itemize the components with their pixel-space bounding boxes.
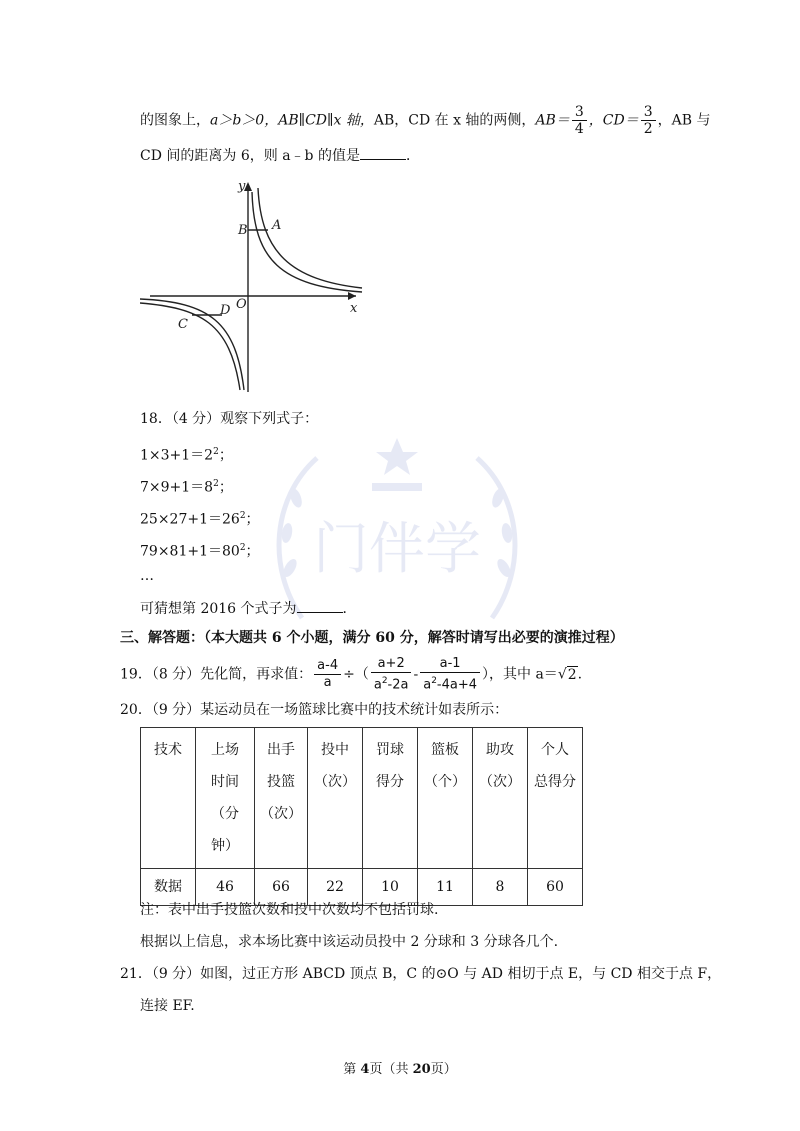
q18-eq4 [140,538,260,562]
header-cell-line: 个人 [541,742,569,758]
header-cell-line: 篮板 [431,742,459,758]
fraction-q19-3 [420,656,480,693]
fraction-q19-2 [371,656,412,693]
fraction-q19-1 [314,658,341,691]
q18-eq2-exp: 2 [213,479,219,489]
q19-close: ），其中 a＝ [482,666,558,683]
q18-title: 18．（4 分）观察下列式子： [140,411,319,427]
fraction-ab [572,104,587,137]
q18-eq4-end: ； [245,543,260,560]
q18-eq3-exp: 2 [239,511,246,521]
q17-cd-label: ，CD＝ [588,112,639,129]
table-cell: 数据 [141,869,196,906]
fraction-q19-1-den: a [323,675,332,691]
table-header-row [141,728,583,869]
table-cell: 11 [418,869,473,906]
hyperbola-graph [140,172,370,394]
header-cell-line: 得分 [376,774,404,790]
fraction-cd [641,104,656,137]
header-cell [255,728,308,869]
q19-minus: - [413,666,419,683]
q18-guess-text: 可猜想第 2016 个式子为 [140,601,297,617]
header-cell-line: （次） [260,806,302,822]
header-cell [418,728,473,869]
header-cell [528,728,583,869]
answer-blank-q17[interactable] [360,145,406,160]
q21-line1: 21．（9 分）如图，过正方形 ABCD 顶点 B，C 的⊙O 与 AD 相切于点 E，与 CD 相交于点 F， [120,966,722,982]
table-cell: 66 [255,869,308,906]
q19-line [120,656,582,693]
header-cell-line: （次） [479,774,521,790]
header-cell-line: 投篮 [267,774,295,790]
footer-page-total: 20 [412,1062,431,1077]
fraction-q19-2-den-b: -2a [387,677,409,693]
page-footer [0,1058,800,1077]
fraction-q19-3-den-exp: 2 [431,676,437,686]
q17-question: CD 间的距离为 6，则 a﹣b 的值是 [140,148,360,164]
q18-eq2 [140,474,233,498]
fraction-q19-2-den-exp: 2 [381,676,388,686]
q17-line1 [140,104,710,137]
header-cell [196,728,255,869]
fraction-q19-2-den-a: a [373,677,382,693]
q18-eq4-exp: 2 [239,543,246,553]
q21-line2: 连接 EF. [140,998,195,1014]
header-cell-line: 助攻 [486,742,514,758]
header-cell-line: 投中 [321,742,349,758]
footer-mid: 页（共 [369,1062,413,1077]
header-cell [363,728,418,869]
q19-prefix: 19．（8 分）先化简，再求值： [120,666,313,683]
table-cell: 22 [308,869,363,906]
q20-note: 注：表中出手投篮次数和投中次数均不包括罚球. [140,902,439,918]
footer-pre: 第 [343,1062,361,1077]
q18-eq1 [140,442,233,466]
fraction-ab-num: 3 [572,104,587,121]
fraction-q19-3-den-b: -4a+4 [436,677,478,693]
footer-page-number: 4 [360,1062,370,1077]
q17-line2-end: ． [405,148,420,164]
table-cell: 46 [196,869,255,906]
graph-label-y: y [238,179,246,194]
header-cell-line: 罚球 [376,742,404,758]
header-cell-line: （分 [211,806,239,822]
q17-ab-label: AB＝ [535,112,570,129]
q18-ellipsis: … [140,568,154,584]
fraction-q19-3-den [420,673,480,693]
graph-label-d: D [220,303,231,318]
fraction-q19-3-den-a: a [423,677,432,693]
q17-cond2: AB∥CD∥x 轴， [278,112,374,129]
q17-line2 [140,145,420,166]
header-cell-line: 上场 [211,742,239,758]
header-cell-line: 出手 [267,742,295,758]
answer-blank-q18[interactable] [297,598,343,613]
fraction-q19-1-num: a-4 [314,658,341,675]
q18-eq1-base: 1×3+1＝2 [140,447,214,464]
q18-eq3-base: 25×27+1＝26 [140,511,240,528]
q20-title: 20．（9 分）某运动员在一场篮球比赛中的技术统计如表所示： [120,702,509,718]
q18-guess [140,598,357,619]
sqrt-value: 2 [567,666,577,683]
fraction-cd-num: 3 [641,104,656,121]
q18-eq2-base: 7×9+1＝8 [140,479,214,496]
q18-guess-end: ． [342,601,357,617]
header-cell [141,728,196,869]
q18-eq1-exp: 2 [213,447,219,457]
graph-label-c: C [178,317,188,332]
sqrt-symbol: √2 [557,666,577,683]
q18-eq2-end: ； [218,479,233,496]
graph-label-x: x [350,301,358,316]
q18-eq4-base: 79×81+1＝80 [140,543,240,560]
q19-divide: ÷（ [343,666,369,683]
q18-eq3 [140,506,260,530]
q20-ask: 根据以上信息，求本场比赛中该运动员投中 2 分球和 3 分球各几个. [140,934,559,950]
svg-text:门伴学: 门伴学 [313,517,481,582]
fraction-q19-3-num: a-1 [420,656,480,673]
graph-label-a: A [272,218,282,233]
fraction-q19-2-num: a+2 [371,656,412,673]
header-cell [473,728,528,869]
q17-cond1: a＞b＞0， [210,112,279,129]
q17-cond3: AB，CD 在 x 轴的两侧， [373,112,536,129]
section-heading: 三、解答题：（本大题共 6 个小题，满分 60 分，解答时请写出必要的演推过程） [120,630,624,646]
header-cell-line: 时间 [211,774,239,790]
q19-end: . [577,666,583,683]
q18-eq1-end: ； [218,447,233,464]
graph-label-b: B [238,223,248,238]
table-cell: 10 [363,869,418,906]
footer-post: 页） [430,1062,457,1077]
q17-text-a: 的图象上， [140,112,210,129]
header-cell-line: （次） [314,774,356,790]
header-cell-line: （个） [424,774,466,790]
stats-table [140,727,583,906]
header-cell-line: 总得分 [534,774,576,790]
q17-line1-end: ，AB 与 [657,112,711,129]
fraction-ab-den: 4 [574,121,584,137]
table-cell: 8 [473,869,528,906]
q18-eq3-end: ； [245,511,260,528]
table-cell: 60 [528,869,583,906]
header-cell-line: 钟） [211,838,239,854]
fraction-q19-2-den [371,673,412,693]
header-cell-text: 技术 [154,742,182,758]
header-cell [308,728,363,869]
graph-label-o: O [236,297,247,312]
fraction-cd-den: 2 [643,121,653,137]
